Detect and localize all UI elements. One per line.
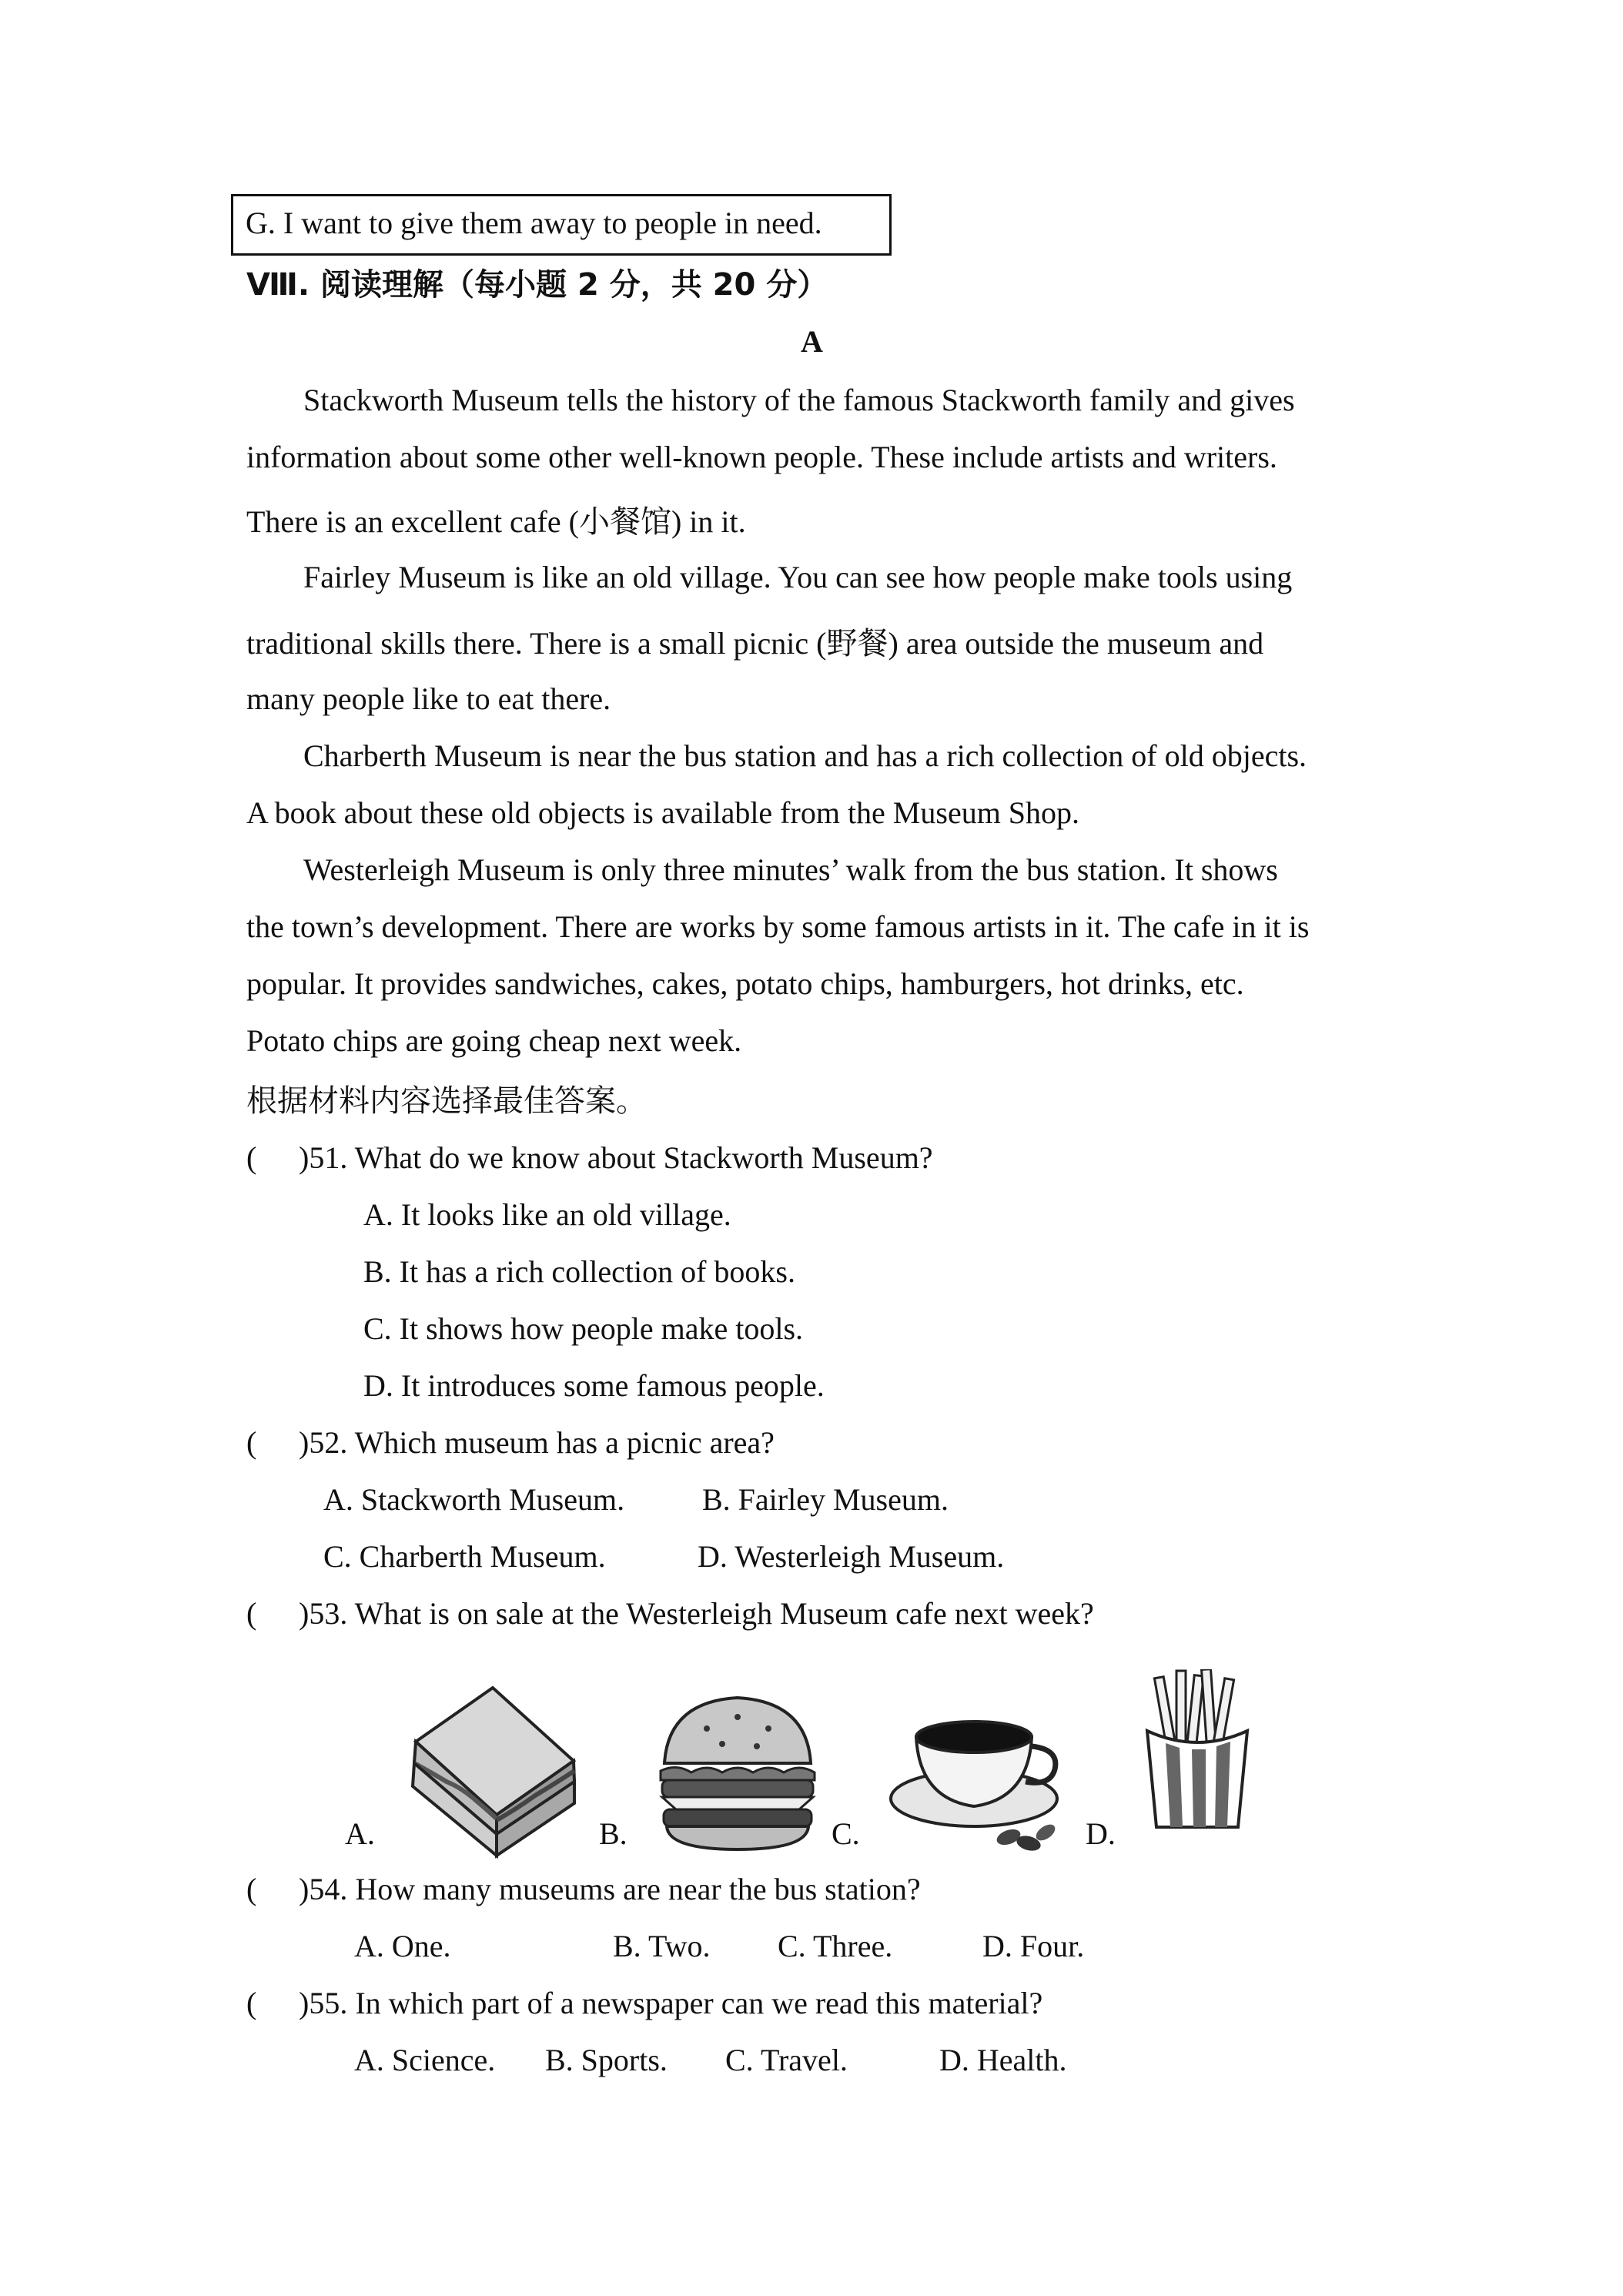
question-51 xyxy=(246,1140,933,1176)
question-stem: )52. Which museum has a picnic area? xyxy=(299,1425,775,1460)
passage-line: Westerleigh Museum is only three minutes’ walk from the bus station. It shows xyxy=(303,852,1278,887)
image-option-a-label: A. xyxy=(345,1816,375,1851)
passage-line: many people like to eat there. xyxy=(246,681,611,716)
passage-label: A xyxy=(801,324,823,359)
option-52-d: D. Westerleigh Museum. xyxy=(698,1539,1005,1574)
option-51-d: D. It introduces some famous people. xyxy=(363,1368,825,1403)
passage-line: Stackworth Museum tells the history of the famous Stackworth family and gives xyxy=(303,383,1295,417)
option-51-b: B. It has a rich collection of books. xyxy=(363,1254,795,1289)
option-52-a: A. Stackworth Museum. xyxy=(323,1482,625,1517)
option-52-b: B. Fairley Museum. xyxy=(702,1482,949,1517)
image-option-c-label: C. xyxy=(832,1816,860,1851)
option-55-b: B. Sports. xyxy=(545,2043,668,2077)
instruction: 根据材料内容选择最佳答案。 xyxy=(246,1083,647,1118)
option-55-a: A. Science. xyxy=(354,2043,496,2077)
answer-blank[interactable]: ( xyxy=(246,1986,257,2020)
passage-line: popular. It provides sandwiches, cakes, potato chips, hamburgers, hot drinks, etc. xyxy=(246,966,1244,1001)
passage-line: information about some other well-known people. These include artists and writers. xyxy=(246,440,1277,474)
question-52 xyxy=(246,1424,775,1461)
answer-blank[interactable]: ( xyxy=(246,1140,257,1175)
option-55-c: C. Travel. xyxy=(725,2043,848,2077)
option-54-d: D. Four. xyxy=(982,1929,1085,1963)
image-option-d-label: D. xyxy=(1086,1816,1116,1851)
question-stem: )51. What do we know about Stackworth Museum? xyxy=(299,1140,933,1175)
passage-line: the town’s development. There are works by some famous artists in it. The cafe in it is xyxy=(246,909,1310,944)
hamburger-icon xyxy=(653,1686,822,1856)
option-54-c: C. Three. xyxy=(778,1929,893,1963)
coffee-cup-icon xyxy=(885,1683,1070,1860)
passage-line: A book about these old objects is available from the Museum Shop. xyxy=(246,795,1080,830)
question-stem: )54. How many museums are near the bus station? xyxy=(299,1872,921,1906)
answer-blank[interactable]: ( xyxy=(246,1425,257,1460)
option-55-d: D. Health. xyxy=(939,2043,1067,2077)
option-51-a: A. It looks like an old village. xyxy=(363,1197,731,1232)
question-55 xyxy=(246,1985,1042,2021)
section-title: Ⅷ. 阅读理解（每小题 2 分，共 20 分） xyxy=(246,267,828,303)
passage-line: Charberth Museum is near the bus station and has a rich collection of old objects. xyxy=(303,738,1307,773)
sandwich-icon xyxy=(400,1680,585,1865)
option-54-a: A. One. xyxy=(354,1929,451,1963)
passage-line: traditional skills there. There is a small picnic (野餐) area outside the museum and xyxy=(246,626,1264,661)
passage-line: Potato chips are going cheap next week. xyxy=(246,1023,742,1058)
answer-blank[interactable]: ( xyxy=(246,1872,257,1906)
question-54 xyxy=(246,1871,921,1907)
question-stem: )55. In which part of a newspaper can we read this material? xyxy=(299,1986,1043,2020)
passage-line: There is an excellent cafe (小餐馆) in it. xyxy=(246,504,746,539)
option-52-c: C. Charberth Museum. xyxy=(323,1539,606,1574)
option-51-c: C. It shows how people make tools. xyxy=(363,1311,804,1346)
option-54-b: B. Two. xyxy=(613,1929,711,1963)
image-option-b-label: B. xyxy=(599,1816,627,1851)
question-stem: )53. What is on sale at the Westerleigh Museum cafe next week? xyxy=(299,1596,1094,1631)
french-fries-icon xyxy=(1139,1669,1255,1831)
passage-line: Fairley Museum is like an old village. You can see how people make tools using xyxy=(303,560,1293,594)
question-53 xyxy=(246,1595,1094,1632)
boxed-answer-option-g: G. I want to give them away to people in need. xyxy=(231,194,892,256)
answer-blank[interactable]: ( xyxy=(246,1596,257,1631)
